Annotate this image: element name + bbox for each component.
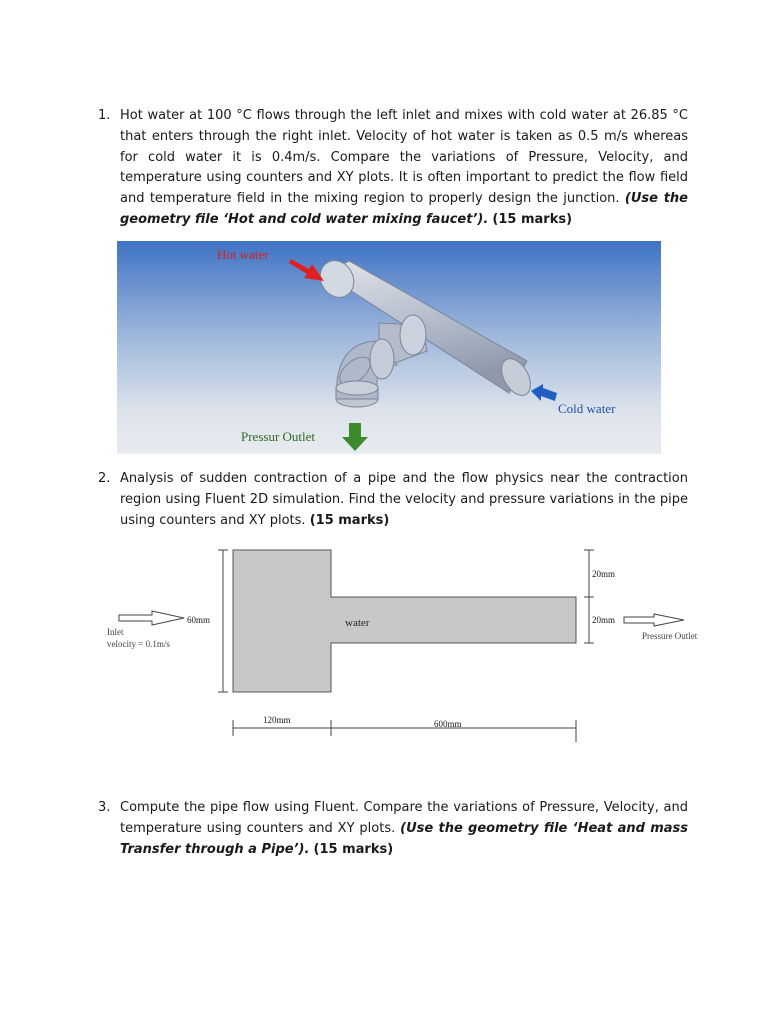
dim-60mm-line (218, 550, 228, 692)
geometry-note: (Use the geometry file ‘Hot and cold water mixing faucet’). (120, 191, 688, 227)
outlet-arrow (624, 614, 684, 626)
marks: (15 marks) (492, 211, 573, 227)
question-3 (98, 798, 688, 860)
question-1 (98, 106, 688, 231)
marks: (15 marks) (309, 512, 390, 528)
question-number: 2. (98, 471, 111, 486)
question-number: 3. (98, 800, 111, 815)
question-2 (98, 469, 688, 531)
question-text (120, 798, 688, 860)
dim-120mm: 120mm (263, 715, 291, 725)
marks: (15 marks) (313, 841, 394, 857)
question-body: Analysis of sudden contraction of a pipe and the flow physics near the contraction region using Fluent 2D simulation. Find the velocity and pressure variations in the pipe using counters and XY plots. (120, 471, 688, 528)
geometry-note: (Use the geometry file ‘Heat and mass Transfer through a Pipe’). (120, 820, 688, 857)
cold-water-label: Cold water (558, 401, 616, 416)
sudden-contraction-figure (100, 545, 720, 745)
inlet-arrow (119, 611, 184, 625)
dim-right-lines (584, 550, 594, 643)
question-body: Hot water at 100 °C flows through the left inlet and mixes with cold water at 26.85 °C that enters through the right inlet. Velocity of hot water is taken as 0.5 m/s whereas for cold water it is 0.4m/s. Compare the variations of Pressure, Velocity, and temperature using counters and XY plots. It is often important to predict the flow field and temperature field in the mixing region to properly design the junction. (120, 108, 688, 207)
dim-20mm-top: 20mm (592, 569, 616, 579)
inlet-velocity: velocity = 0.1m/s (107, 639, 170, 649)
dim-20mm-right: 20mm (592, 615, 616, 625)
dim-60mm: 60mm (187, 615, 211, 625)
question-number: 1. (98, 108, 111, 123)
outlet-label: Pressure Outlet (642, 631, 698, 641)
fluid-label: water (345, 617, 370, 629)
question-body: Compute the pipe flow using Fluent. Compare the variations of Pressure, Velocity, and temperature using counters and XY plots. (120, 800, 688, 836)
hot-water-label: Hot water (217, 247, 269, 262)
question-text (120, 106, 688, 231)
pipe-geometry (233, 550, 576, 692)
inlet-label: Inlet (107, 627, 124, 637)
question-text (120, 469, 688, 531)
dim-600mm: 600mm (434, 719, 462, 729)
outlet-label: Pressur Outlet (241, 429, 316, 444)
mixing-faucet-figure (117, 241, 661, 454)
